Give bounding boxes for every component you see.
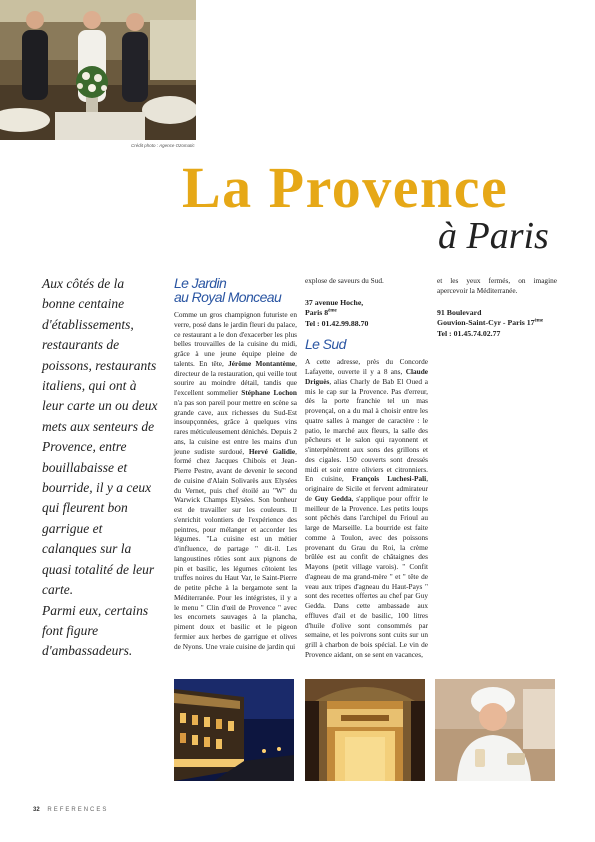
text-run: , formé chez Jacques Chibois et Jean-Pierre Pestre, avant de devenir le second de cuisine d'Alain Solivarès aux Elysées du Vernet, puis chef étoilé au "W" du Warwick Champs Elysées. Son bonheur est de travailler sur les couleurs. Il s'enrichit volontiers de l'expérience des peintres, pour mélanger et accorder les légumes. "La cuisine est un métier d'influence, de partage " dit-il. Les langoustines rôties sont aux pignons de pin et basilic, les légumes côtoient les truffes noires du Haut Var, le Saint-Pierre de petite pêche à la bergamote sent la Méditerranée. Pour les intégristes, il y a le menu " Clin d'œil de Provence " avec les encornets sauvages à la plancha, piment doux et basilic et le pigeon fermier aux herbes de garrigue et olives de Nyons. Une vraie cuisine de jardin qui (174, 446, 297, 651)
address-sup: ème (328, 308, 337, 314)
chef-portrait-photo (435, 679, 555, 781)
text-run: Comme un gros champignon futuriste en verre, posé dans le jardin fleuri du palace, ce restaurant a le don d'exacerber les plus belles trouvailles de la cuisine du midi, grâce à une jeune équipe pleine de talents. En tête, (174, 310, 297, 368)
section-body-continued (437, 276, 557, 296)
text-run: explose de saveurs du Sud. (305, 276, 384, 285)
section-body-continued (305, 276, 428, 286)
photo-credit: Crédit photo : Agence Ozomatic (131, 143, 195, 148)
intro-text (42, 274, 160, 662)
address-le-sud (437, 308, 557, 340)
address-sup: ème (534, 318, 544, 324)
magazine-name: REFERENCES (47, 807, 109, 813)
address-street: 37 avenue Hoche, (305, 297, 364, 307)
restaurant-staff-photo (0, 0, 196, 140)
text-run: et les yeux fermés, on imagine apercevoir la Méditerranée. (437, 276, 557, 295)
address-tel: Tel : 01.42.99.88.70 (305, 318, 369, 328)
section-heading-le-jardin (174, 276, 297, 304)
address-city (437, 318, 557, 329)
restaurant-facade-photo (305, 679, 425, 781)
text-run: , alias Charly de Bab El Oued a mis le cap sur la Provence. Pas d'erreur, dès la porte franchie tel un mas provençal, on a du mal à choisir entre les quatre salles à manger de caractère : le patio, le marché aux fleurs, la salle des pêcheurs et le salon qui rayonnent et s'interpénètrent aux sons des grillons et des cigales. 150 couverts sont dressés midi et soir entre oliviers et citronniers. En cuisine, (305, 376, 428, 484)
address-tel: Tel : 01.45.74.02.77 (437, 328, 501, 338)
article-column-3 (437, 276, 557, 339)
page-number: 32 (33, 807, 40, 813)
intro-paragraph: Aux côtés de la bonne centaine d'établissements, restaurants de poissons, restaurants italiens, qui ont à leur carte un ou deux mets aux senteurs de Provence, entre bouillabaisse et bourride, il y a ceux qui fleurent bon garrigue et calanques sur la quasi totalité de leur carte. (42, 276, 158, 598)
address-city-text: Paris 8 (305, 308, 329, 318)
person-name: Guy Gedda (314, 493, 352, 503)
person-name: Stéphane Lochon (241, 388, 297, 397)
text-run: , originaire de Sicile et fervent admirateur de (305, 474, 429, 503)
night-street-photo (174, 679, 294, 781)
address-city-text: Gouvion-Saint-Cyr - Paris 17 (437, 318, 535, 327)
address-le-jardin (305, 298, 428, 330)
text-run: , directeur de la restauration, qui veille tout sourire au moindre détail, tandis que l'excellent sommelier (174, 358, 297, 397)
heading-line: Le Jardin (174, 275, 227, 291)
address-city (305, 308, 428, 319)
person-name: Claude Driguès (305, 367, 428, 386)
section-body-le-jardin (174, 310, 297, 651)
address-street: 91 Boulevard (437, 307, 482, 317)
article-column-1 (174, 276, 297, 651)
article-subtitle: à Paris (438, 215, 549, 257)
section-body-le-sud (305, 357, 428, 659)
article-column-2 (305, 276, 428, 660)
person-name: Jérôme Montantème (228, 358, 296, 368)
article-title: La Provence (182, 155, 509, 220)
person-name: François Luchesi-Pali (351, 474, 427, 484)
heading-line: au Royal Monceau (174, 289, 282, 305)
section-heading-le-sud: Le Sud (305, 336, 346, 353)
text-run: n'a pas son pareil pour mettre en scène sa grande cave, aux richesses du Sud-Est insoupçonnées, grâce à quelques vins rares méticuleusement dénichés. Depuis 2 ans, la cuisine est entre les mains d'un jeune sudiste surdoué, (174, 397, 297, 456)
page-footer (33, 807, 108, 813)
person-name: Hervé Galidie (248, 446, 296, 456)
intro-paragraph: Parmi eux, certains font figure d'ambassadeurs. (42, 602, 149, 659)
text-run: A cette adresse, près du Concorde Lafayette, ouverte il y a 8 ans, (305, 357, 428, 376)
text-run: , s'applique pour offrir le meilleur de la Provence. Les petits loups sont pêchés dans l'archipel du Frioul au large de Marseille. La bourride est faite comme à Toulon, avec des poissons provenant du Grau du Roi, la crème brûlée est au confit de châtaignes des Mayons (petit village varois). " Confit d'agneau de ma grand-mère " et " tête de veau aux tripes d'agneau du Haut-Pays " sont des recettes offertes au chef par Guy Gedda. Dans cette ambassade aux effluves d'ail et de basilic, 100 litres d'huile d'olive sont consommés par semaine, et les poivrons sont cuits sur un grill à charbon de bois spécial. Le vin de Provence aidant, on se sent en vacances, (305, 493, 428, 659)
